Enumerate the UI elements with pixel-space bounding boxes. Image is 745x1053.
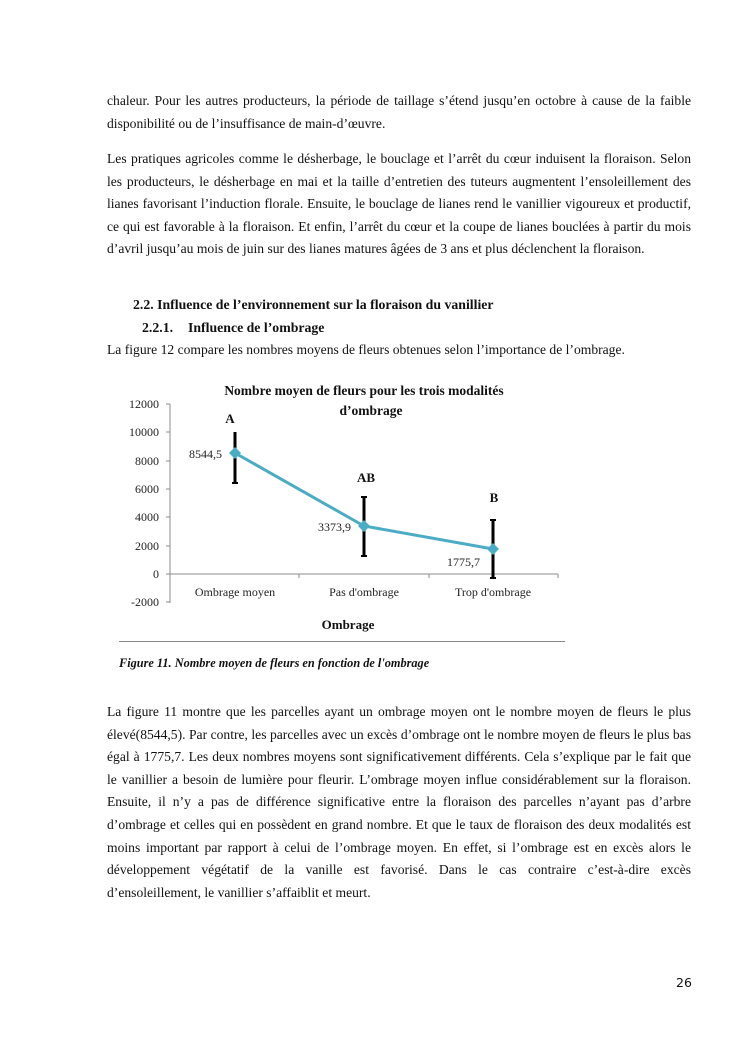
significance-letter: AB: [356, 470, 376, 485]
y-axis: [166, 404, 170, 603]
x-tick-label: Trop d'ombrage: [454, 585, 532, 599]
y-tick-label: 10000: [129, 425, 159, 439]
y-tick-label: 8000: [135, 454, 159, 468]
y-tick-label: -2000: [131, 595, 159, 609]
paragraph-pratiques-agricoles: Les pratiques agricoles comme le désherbage, le bouclage et l’arrêt du cœur induisent la floraison. Selon les producteurs, le désherbage en mai et la taille d’entretien des tuteurs augmentent l’ensoleillement des lianes favorisant l’induction florale. Ensuite, le bouclage de lianes rend le vanillier vigoureux et productif, ce qui est favorable à la floraison. Et enfin, l’arrêt du cœur et la coupe de lianes bouclées à partir du mois d’avril jusqu’au mois de juin sur des lianes matures âgées de 3 ans et plus déclenchent la floraison.: [107, 151, 691, 257]
diamond-marker-icon: [487, 543, 499, 555]
x-tick-labels: [195, 585, 531, 599]
y-tick-label: 12000: [129, 397, 159, 411]
paragraph-analysis: La figure 11 montre que les parcelles ayant un ombrage moyen ont le nombre moyen de fleurs le plus élevé(8544,5). Par contre, les parcelles avec un excès d’ombrage ont le nombre moyen de fleurs le plus bas égal à 1775,7. Les deux nombres moyens sont significativement différents. Cela s’explique par le fait que le vanillier a besoin de lumière pour fleurir. L’ombrage moyen influe considérablement sur la floraison. Ensuite, il n’y a pas de différence significative entre la floraison des parcelles n’ayant pas d’arbre d’ombrage et celles qui en possèdent en grand nombre. Et que le taux de floraison des deux modalités est moins important par rapport à celui de l’ombrage moyen. En effet, si l’ombrage est en excès alors le développement végétatif de la vanille est favorisé. Dans le cas contraire c’est-à-dire excès d’ensoleillement, le vanillier s’affaiblit et meurt.: [107, 704, 691, 900]
x-axis-title: Ombrage: [321, 617, 375, 632]
significance-letter: A: [225, 411, 235, 426]
chart-title-line2: d’ombrage: [339, 403, 403, 418]
diamond-marker-icon: [229, 447, 241, 459]
paragraph-taillage: chaleur. Pour les autres producteurs, la période de taillage s’étend jusqu’en octobre à cause de la faible disponibilité ou de l’insuffisance de main-d’œuvre.: [107, 93, 691, 131]
significance-letter: B: [489, 490, 499, 505]
y-tick-label: 2000: [135, 539, 159, 553]
error-bars: [232, 432, 496, 578]
significance-letters: [225, 411, 498, 505]
y-tick-label: 6000: [135, 482, 159, 496]
figure-caption: Figure 11. Nombre moyen de fleurs en fonction de l'ombrage: [119, 656, 430, 670]
y-tick-label: 0: [153, 567, 159, 581]
figure-intro-text: La figure 12 compare les nombres moyens de fleurs obtenues selon l’importance de l’ombrage.: [107, 342, 625, 357]
data-label: 8544,5: [189, 447, 222, 461]
y-tick-label: 4000: [135, 510, 159, 524]
data-label: 1775,7: [447, 555, 480, 569]
data-label: 3373,9: [318, 520, 351, 534]
section-number: 2.2.1.: [142, 320, 174, 335]
x-tick-label: Ombrage moyen: [194, 585, 276, 599]
section-heading-2-2-1: [142, 320, 324, 336]
figure-divider: [119, 641, 565, 642]
series-line: [235, 453, 493, 549]
page-number: 26: [676, 975, 692, 990]
x-axis: [170, 574, 558, 578]
data-labels: [189, 447, 480, 569]
diamond-marker-icon: [358, 520, 370, 532]
chart-title-line1: Nombre moyen de fleurs pour les trois modalités: [224, 383, 504, 398]
section-heading-2-2: 2.2. Influence de l’environnement sur la floraison du vanillier: [133, 297, 494, 312]
y-tick-labels: [129, 397, 159, 609]
x-tick-label: Pas d'ombrage: [329, 585, 399, 599]
series-markers: [229, 447, 499, 555]
section-title: Influence de l’ombrage: [188, 320, 325, 335]
